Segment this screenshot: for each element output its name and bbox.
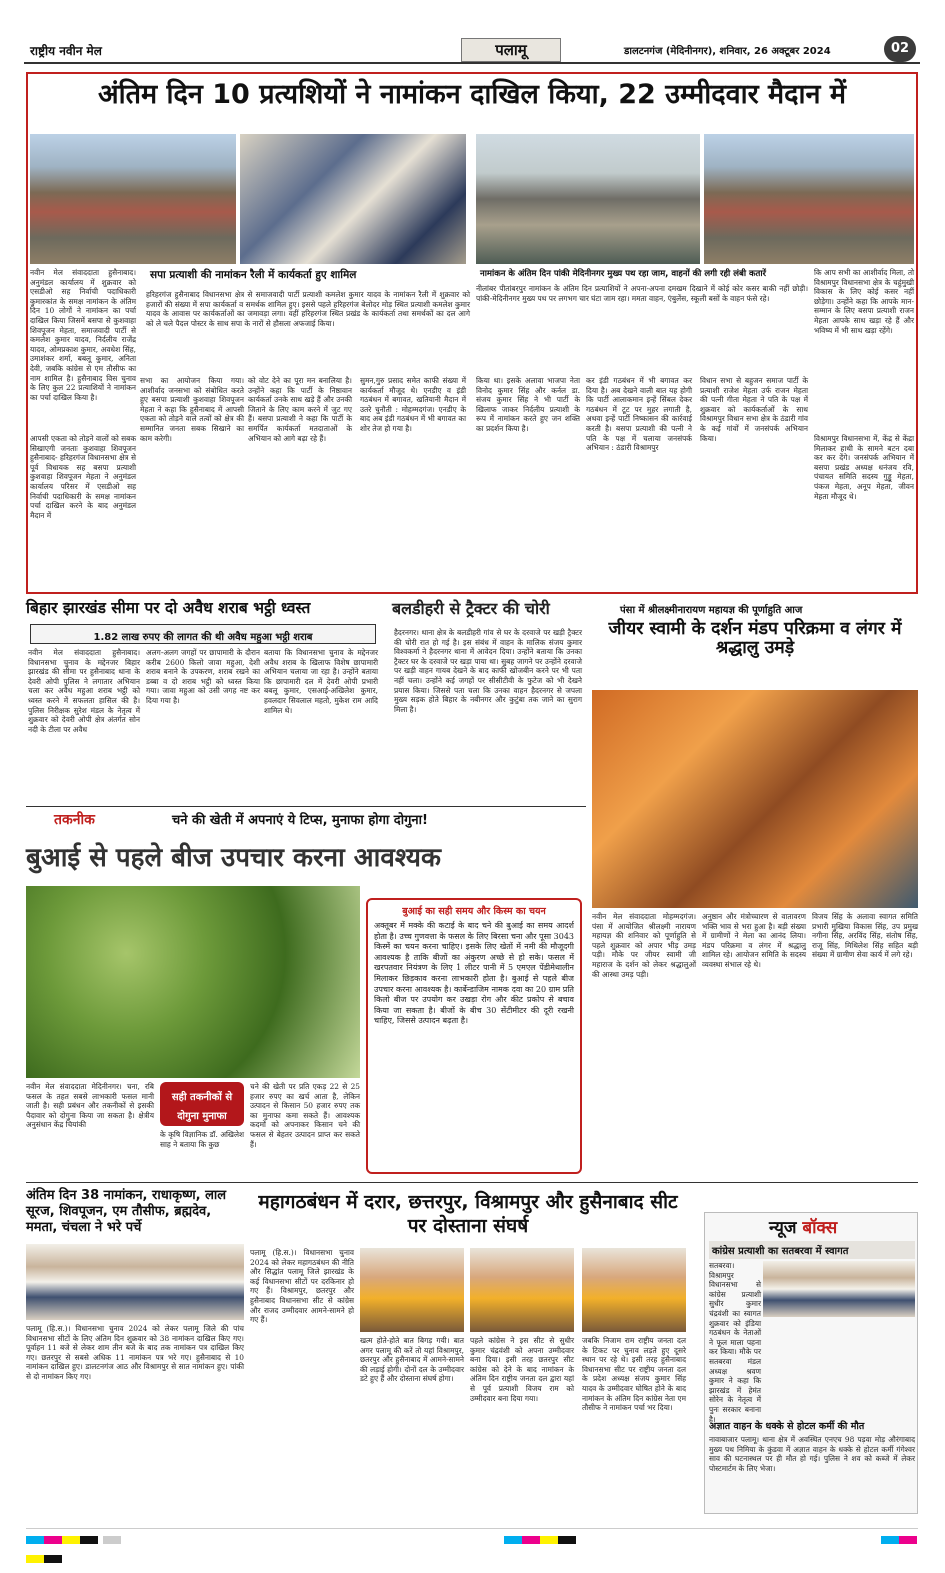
nomination-office-photo <box>240 134 466 264</box>
bihar-headline: बिहार झारखंड सीमा पर दो अवैध शराब भट्ठी ध्वस्त <box>26 599 311 617</box>
paper-name: राष्ट्रीय नवीन मेल <box>30 44 102 58</box>
mahagath-col-3: पहले कांग्रेस ने इस सीट से सुधीर कुमार चंद्रवंशी को अपना उम्मीदवार बना दिया। इसी तरह छतरपुर सीट कांग्रेस को देने के बाद नामांकन के अंतिम दिन राष्ट्रीय जनता दल द्वारा यहां से पूर्व प्रत्याशी विजय राम को उम्मीदवार बना दिया गया। <box>470 1336 574 1403</box>
jiyar-col-3: विजय सिंह के अलावा स्वागत समिति प्रभारी मुखिया विकास सिंह, उप प्रमुख नगीना सिंह, अरविंद सिंह, संतोष सिंह, राजू सिंह, मिथिलेश सिंह सहित बड़ी संख्या में ग्रामीण सेवा कार्य में लगे रहे। <box>812 912 918 960</box>
lead-mid-6: विधान सभा से बहुजन समाज पार्टी के प्रत्याशी राजेश मेहता उर्फ राजन मेहता की पत्नी गीता मेहता ने पति के पक्ष में शुक्रवार को कार्यकर्ताओं के साथ विश्रामपुर विधान सभा क्षेत्र के ठंडारी गांव के कई गांवों में जनसंपर्क अभियान किया। <box>700 376 808 443</box>
jiyar-col-1: नवीन मेल संवाददाता मोहम्मदगंज। पंसा में आयोजित श्रीलक्ष्मी नारायण महायज्ञ की शनिवार को पूर्णाहुति से पहले शुक्रवार को अपार भीड़ उमड़ पड़ी। मौके पर जीयर स्वामी जी महाराज के दर्शन को लेकर श्रद्धालुओं की आस्था उमड़ पड़ी। <box>592 912 696 979</box>
tech-inset-text: सही तकनीकों से दोगुना मुनाफा <box>171 1092 233 1122</box>
tech-tag: तकनीक <box>54 812 95 828</box>
sowing-info-box <box>366 898 582 1174</box>
nomination-body: पलामू (हि.स.)। विधानसभा चुनाव 2024 को लेकर पलामू जिले की पांच विधानसभा सीटों के लिए अंतिम दिन शुक्रवार को 38 नामांकन दाखिल किए गए। पूर्वाहन 11 बजे से लेकर शाम तीन बजे के बाद तक नामांकन पत्र दाखिल किए गए। छतरपुर से सबसे अधिक 11 नामांकन पत्र भरे गए। हुसैनाबाद से 10 नामांकन दाखिल हुए। डालटनगंज आठ और विश्रामपुर से सात नामांकन हुए। पांकी से दो नामांकन किए गए। <box>26 1324 244 1381</box>
lead-mid-2: को वोट देने का पूरा मन बनालिया है। उन्होंने कहा कि पार्टी के निष्ठावान कार्यकर्ता उनके साथ खड़े हैं और उनकी जिताने के लिए काम करने में जुट गए हैं। बसपा प्रत्याशी ने कहा कि पार्टी के समर्पित कार्यकर्ता मतदाताओं के अभियान को आगे बढ़ा रहे हैं। <box>248 376 352 443</box>
lead-mid-3: सुमन,गुरु प्रसाद समेत काफी संख्या में कार्यकर्ता मौजूद थे। एनडीए व इंडी गठबंधन में बगावत, खतियानी मैदान में उतरे चुनौती : मोहम्मदगंज। एनडीए के बाद अब इंडी गठबंधन में भी बगावत का शोर तेज हो गया है। <box>360 376 466 433</box>
tech-col-1: नवीन मेल संवाददाता मेदिनीनगर। चना, रबि फसल के तहत सबसे लाभकारी फसल मानी जाती है। सही प्रबंधन और तकनीकों से इसकी पैदावार को दोगुना किया जा सकता है। क्षेत्रीय अनुसंधान केंद्र चियांकी <box>26 1082 154 1130</box>
tech-inset-badge <box>160 1082 244 1126</box>
jiyar-col-2: अनुष्ठान और मंत्रोच्चारण से वातावरण भक्ति भाव से भरा हुआ है। बड़ी संख्या में ग्रामीणों ने मेला का आनंद लिया। मंडप परिक्रमा व लंगर में श्रद्धालु शामिल रहे। आयोजन समिति के सदस्य व्यवस्था संभाल रहे थे। <box>702 912 806 969</box>
tech-col-2: के कृषि विज्ञानिक डॉ. अखिलेश साह ने बताया कि कुछ <box>160 1130 244 1149</box>
leader-photo-2 <box>470 1248 574 1332</box>
lead-headline: अंतिम दिन 10 प्रत्यशियों ने नामांकन दाखिल किया, 22 उम्मीदवार मैदान में <box>97 79 847 110</box>
lead-column-2: हरिहरगंज हुसैनाबाद विधानसभा क्षेत्र से समाजवादी पार्टी प्रत्याशी कमलेश कुमार यादव के नामांकन रैली में शुक्रवार को हजारों की संख्या में सपा कार्यकर्ता व समर्थक शामिल हुए। इससे पहले हरिहरगंज बेलोदर मोड़ स्थित प्रत्याशी कमलेश कुमार यादव के आवास पर कार्यकर्ताओं का जमावड़ा लगा। वहीं हरिहरगंज स्थित प्रखंड के कार्यकर्ता तथा समर्थकों का दल आगे को ले चले पैदल पोस्टर के साथ सपा के नारों से हौसला अफजाई किया। <box>146 290 470 328</box>
lead-column-4: कि आप सभी का आशीर्वाद मिला, तो विश्रामपुर विधानसभा क्षेत्र के चहुंमुखी विकास के लिए कोई कसर नहीं छोड़ेगा। उन्होंने कहा कि आपके मान-सम्मान के लिए बसपा प्रत्याशी राजन मेहता आपके साथ खड़ा रहे हैं और भविष्य में भी साथ खड़ा रहेंगे। <box>814 268 914 335</box>
sowing-box-body: अक्तूबर में मक्के की कटाई के बाद चने की बुआई का समय आदर्श होता है। उच्च गुणवत्ता के फसल के लिए बिरसा चना और पूसा 3043 किस्में का चयन करना चाहिए। इसके लिए खेतों में नमी की मौजूदगी आवश्यक है ताकि बीजों का अंकुरण अच्छे से हो सके। फसल में खरपतवार नियंत्रण के लिए 1 लीटर पानी में 5 एमएल पेंडीमेथालीन मिलाकर छिड़काव करना लाभकारी होता है। बुआई से पहले बीज उपचार करना आवश्यक है। कार्बेन्डाजिम नामक दवा का 20 ग्राम प्रति किलो बीज पर उपयोग कर उखड़ा रोग और कीट प्रकोप से बचाव किया जा सकता है। बीजों के बीच 30 सेंटीमीटर की दूरी रखनी चाहिए, जिससे उत्पादन बढ़ता है। <box>374 921 574 1026</box>
bihar-subhead: 1.82 लाख रुपए की लागत की थी अवैध महुआ भट्ठी शराब <box>93 632 313 643</box>
print-color-bar <box>26 1528 918 1540</box>
divider-tech <box>26 806 586 807</box>
news-box-title-b: बॉक्स <box>802 1218 838 1238</box>
lead-column-1-text: नवीन मेल संवाददाता हुसैनाबाद। अनुमंडल कार्यालय में शुक्रवार को एसडीओ सह निर्वाची पदाधिकारी कुमारकांत के समक्ष नामांकन के अंतिम दिन 10 लोगों ने नामांकन का पर्चा दाखिल किया जिसमें बसपा से कुशवाहा शिवपूजन मेहता, समाजवादी पार्टी से कमलेश कुमार यादव, निर्दलीय राजेंद्र यादव, ओमप्रकाश कुमार, अवधेश सिंह, उमाशंकर शर्मा, बबलू कुमार, अनिता देवी, जबकि कांग्रेस से एम तौसीफ का नाम शामिल है। हुसैनाबाद विस चुनाव के लिए कुल 22 प्रत्याशियों ने नामांकन का पर्चा दाखिल किया है। <box>30 268 136 402</box>
mahagath-col-1: पलामू (हि.स.)। विधानसभा चुनाव 2024 को लेकर महागठबंधन की नीति और सिद्धांत पलामू जिले झारखंड के कई विधानसभा सीटों पर दरकिनार हो गए हैं। विश्रामपुर, छतरपुर और हुसैनाबाद विधानसभा सीट से कांग्रेस और राजद उम्मीदवार आमने-सामने हो गए हैं। <box>250 1248 354 1325</box>
lead-column-1b <box>30 434 136 586</box>
mahagath-headline: महागठबंधन में दरार, छत्तरपुर, विश्रामपुर और हुसैनाबाद सीट पर दोस्ताना संघर्ष <box>258 1191 678 1237</box>
news-box <box>704 1212 918 1514</box>
page-number: 02 <box>890 41 910 56</box>
news-story-1-head: कांग्रेस प्रत्याशी का सतबरवा में स्वागत <box>709 1241 915 1259</box>
nomination-headline: अंतिम दिन 38 नामांकन, राधाकृष्ण, लाल सूरज, शिवपूजन, एम तौसीफ, ब्रह्मदेव, ममता, चंचला ने भरे पर्चे <box>26 1188 227 1235</box>
lead-mid-4: किया था। इसके अलावा भाजपा नेता विनोद कुमार सिंह और कर्नल डा. संजय कुमार सिंह ने भी पार्टी के खिलाफ जाकर निर्दलीय प्रत्याशी के रूप में नामांकन करते हुए जन शक्ति का प्रदर्शन किया है। <box>476 376 580 433</box>
traffic-jam-photo <box>476 134 700 264</box>
section-label-box <box>461 38 561 62</box>
lead-column-3: नीलांबर पीतांबरपुर नामांकन के अंतिम दिन प्रत्याशियों ने अपना-अपना दमखम दिखाने में कोई कोर कसर बाकी नहीं छोड़ी। पांकी-मेदिनीनगर मुख्य पथ पर लगभग चार घंटा जाम रहा। ममता वाहन, एंबुलेंस, स्कूली बसों के वाहन फंसे रहे। <box>476 284 808 303</box>
lead-mid-1: सभा का आयोजन किया गया। आशीर्वाद जनसभा को संबोधित करते हुए बसपा प्रत्याशी कुशवाहा शिवपूजन मेहता ने कहा कि हुसैनाबाद में आपसी एकता को तोड़ने वाले तत्वों को क्षेत्र की सम्मानित जनता सबक सिखाने का काम करेगी। <box>140 376 244 443</box>
jiyar-swami-photo <box>592 690 918 908</box>
lead-column-4b: विश्रामपुर विधानसभा में, केंद्र से केंद्रा मिलाकर हाथी के सामने बटन दबा कर कर देंगे। जनसंपर्क अभियान में बसपा प्रखंड अध्यक्ष धनंजय रवि, पंचायत समिति सदस्य गुड्डू मेहता, पंकज मेहता, अनूप मेहता, जीवन मेहता मौजूद थे। <box>814 434 914 501</box>
tractor-body: हैदरनगर। थाना क्षेत्र के बलडीहरी गांव से घर के दरवाजे पर खड़ी ट्रैक्टर की चोरी रात हो गई है। इस संबंध में वाहन के मालिक संजय कुमार विश्वकर्मा ने हैदरनगर थाना में आवेदन दिया। उन्होंने बताया कि उनका ट्रैक्टर घर के दरवाजे पर खड़ा पाया था। सुबह जागने पर उन्होंने दरवाजे पर खड़ी वाहन गायब देखने के बाद काफी खोजबीन करने पर भी पता नहीं चला। उन्होंने कई जगहों पर सीसीटीवी के फुटेज को भी देखने प्रयास किया। जिससे पता चला कि उनका वाहन हैदरनगर से जपला मुख्य सड़क होते बिहार के नबीनगर और कुटुंबा तक जाने का सुराग मिला है। <box>394 628 582 714</box>
bihar-col-2: अलग-अलग जगहों पर छापामारी के दौरान करीब 2600 किलो जावा महुआ, देशी शराब बनाने के उपकरण, शराब रखने का डब्बा व दो शराब भट्ठी को ध्वस्त किया गया। जावा महुआ को उसी जगह नष्ट कर दिया गया है। <box>146 648 260 705</box>
rally-crowd-photo <box>704 134 914 264</box>
tech-col-3: चने की खेती पर प्रति एकड़ 22 से 25 हजार रुपए का खर्च आता है, लेकिन उत्पादन से किसान 50 हजार रुपए तक का मुनाफा कमा सकते हैं। आवश्यक कदमों को अपनाकर किसान चने की फसल से बेहतर उत्पादन प्राप्त कर सकते हैं। <box>250 1082 360 1149</box>
page-number-badge <box>884 36 916 62</box>
masthead <box>24 36 920 64</box>
section-label: पलामू <box>495 41 527 59</box>
leader-photo-3 <box>582 1248 686 1332</box>
jiyar-headline: जीयर स्वामी के दर्शन मंडप परिक्रमा व लंगर में श्रद्धालु उमड़े <box>608 619 902 659</box>
leader-photo-1 <box>360 1248 464 1332</box>
nomination-group-photo <box>26 1244 244 1320</box>
tech-kicker: चने की खेती में अपनाएं ये टिप्स, मुनाफा होगा दोगुना! <box>172 813 428 828</box>
lead-column-1 <box>30 268 136 430</box>
jiyar-kicker: पंसा में श्रीलक्ष्मीनारायण महायज्ञ की पूर्णाहुति आज <box>620 605 803 616</box>
bihar-col-3: बताया कि विधानसभा चुनाव के मद्देनजर अवैध शराब के खिलाफ विशेष छापामारी अभियान चलाया जा रहा है। उन्होंने बताया कि छापामारी दल में देवरी ओपी प्रभारी बबलू कुमार, एसआई-अखिलेश कुमार, हवलदार सिवलाल महतो, मुकेश राम आदि शामिल थे। <box>264 648 378 715</box>
news-story-2-body: नावाबाजार पलामू। थाना क्षेत्र में अवस्थित एनएच 98 पड़वा मोड़ औरंगाबाद मुख्य पथ निमिया के कुंडवा में अज्ञात वाहन के धक्के से होटल कर्मी गंगेश्वर साव की घटनास्थल पर ही मौत हो गई। पुलिस ने शव को कब्जे में लेकर पोस्टमार्टम के लिए भेजा। <box>709 1435 915 1473</box>
chickpea-photo <box>26 886 360 1078</box>
mahagath-col-4: जबकि निजाम राम राष्ट्रीय जनता दल के टिकट पर चुनाव लड़ते हुए दूसरे स्थान पर रहे थे। इसी तरह हुसैनाबाद विधानसभा सीट पर राष्ट्रीय जनता दल के प्रदेश अध्यक्ष संजय कुमार सिंह यादव के उम्मीदवार घोषित होने के बाद नामांकन के अंतिम दिन कांग्रेस नेता एम तौसीफ ने नामांकन पर्चा भर दिया। <box>582 1336 686 1413</box>
lead-mid-5: कर इंडी गठबंधन में भी बगावत कर दिया है। अब देखने वाली बात यह होगी कि पार्टी आलाकमान इन्हें सिंबल देकर गठबंधन में टूट पर मुहर लगाती है, अथवा इन्हें पार्टी निष्कासन की कार्रवाई करती है। बसपा प्रत्याशी की पत्नी ने पति के पक्ष में चलाया जनसंपर्क अभियान : ठंडारी विश्रामपुर <box>586 376 692 453</box>
sowing-box-title: बुआई का सही समय और किस्म का चयन <box>402 906 546 917</box>
lead-column-1b-text: आपसी एकता को तोड़ने वालों को सबक सिखाएगी जनताः कुशवाहा शिवपूजन हुसैनाबाद- हरिहरगंज विधानसभा क्षेत्र से पूर्व विधायक सह बसपा प्रत्याशी कुशवाहा शिवपूजन मेहता ने अनुमंडल कार्यालय परिसर में एसडीओ सह निर्वाची पदाधिकारी के समक्ष नामांकन पर्चा दाखिल करने के बाद अनुमंडल मैदान में <box>30 434 136 520</box>
dateline: डालटनगंज (मेदिनीनगर), शनिवार, 26 अक्टूबर 2024 <box>624 46 831 57</box>
rally-photo-1 <box>30 134 236 264</box>
news-story-2-head: अज्ञात वाहन के धक्के से होटल कर्मी की मौत <box>709 1421 865 1432</box>
news-box-title-a: न्यूज <box>769 1218 797 1238</box>
mahagath-col-2: खत्म होते-होते बात बिगड़ गयी। बात अगर पलामू की करें तो यहां विश्रामपुर, छतरपुर और हुसैनाबाद में आमने-सामने की लड़ाई होगी। दोनों दल के उम्मीदवार डटे हुए हैं और दोस्ताना संघर्ष होगा। <box>360 1336 464 1384</box>
tech-headline: बुआई से पहले बीज उपचार करना आवश्यक <box>26 843 441 873</box>
bihar-col-1: नवीन मेल संवाददाता हुसैनाबाद। विधानसभा चुनाव के मद्देनजर बिहार झारखंड की सीमा पर हुसैनाबाद थाना के देवरी ओपी पुलिस ने लगातार अभियान चला कर अवैध महुआ शराब भट्ठी को ध्वस्त करने में सफलता हासिल की है। पुलिस निरीक्षक सुरेश मंडल के नेतृत्व में शुक्रवार को देवरी ओपी क्षेत्र अंतर्गत सोन नदी के टीला पर अवैध <box>28 648 140 734</box>
lead-subhead-1: सपा प्रत्याशी की नामांकन रैली में कार्यकर्ता हुए शामिल <box>146 266 470 284</box>
lead-subhead-2: नामांकन के अंतिम दिन पांकी मेदिनीनगर मुख्य पथ रहा जाम, वाहनों की लगी रही लंबी कतारें <box>476 266 808 281</box>
news-story-1-body: सतबरवा। विश्रामपुर विधानसभा से कांग्रेस प्रत्याशी सुधीर कुमार चंद्रवंशी का स्वागत शुक्रवार को इंडिया गठबंधन के नेताओं ने फूल माला पहना कर किया। मौके पर सतबरवा मंडल अध्यक्ष श्रवण कुमार ने कहा कि झारखंड में हेमंत सोरेन के नेतृत्व में पुनः सरकार बनाना है। <box>709 1261 761 1424</box>
news-box-title <box>769 1215 837 1238</box>
tractor-headline: बलडीहरी से ट्रैक्टर की चोरी <box>392 599 550 618</box>
bihar-subhead-box <box>30 624 376 644</box>
divider-nomination <box>26 1182 918 1183</box>
